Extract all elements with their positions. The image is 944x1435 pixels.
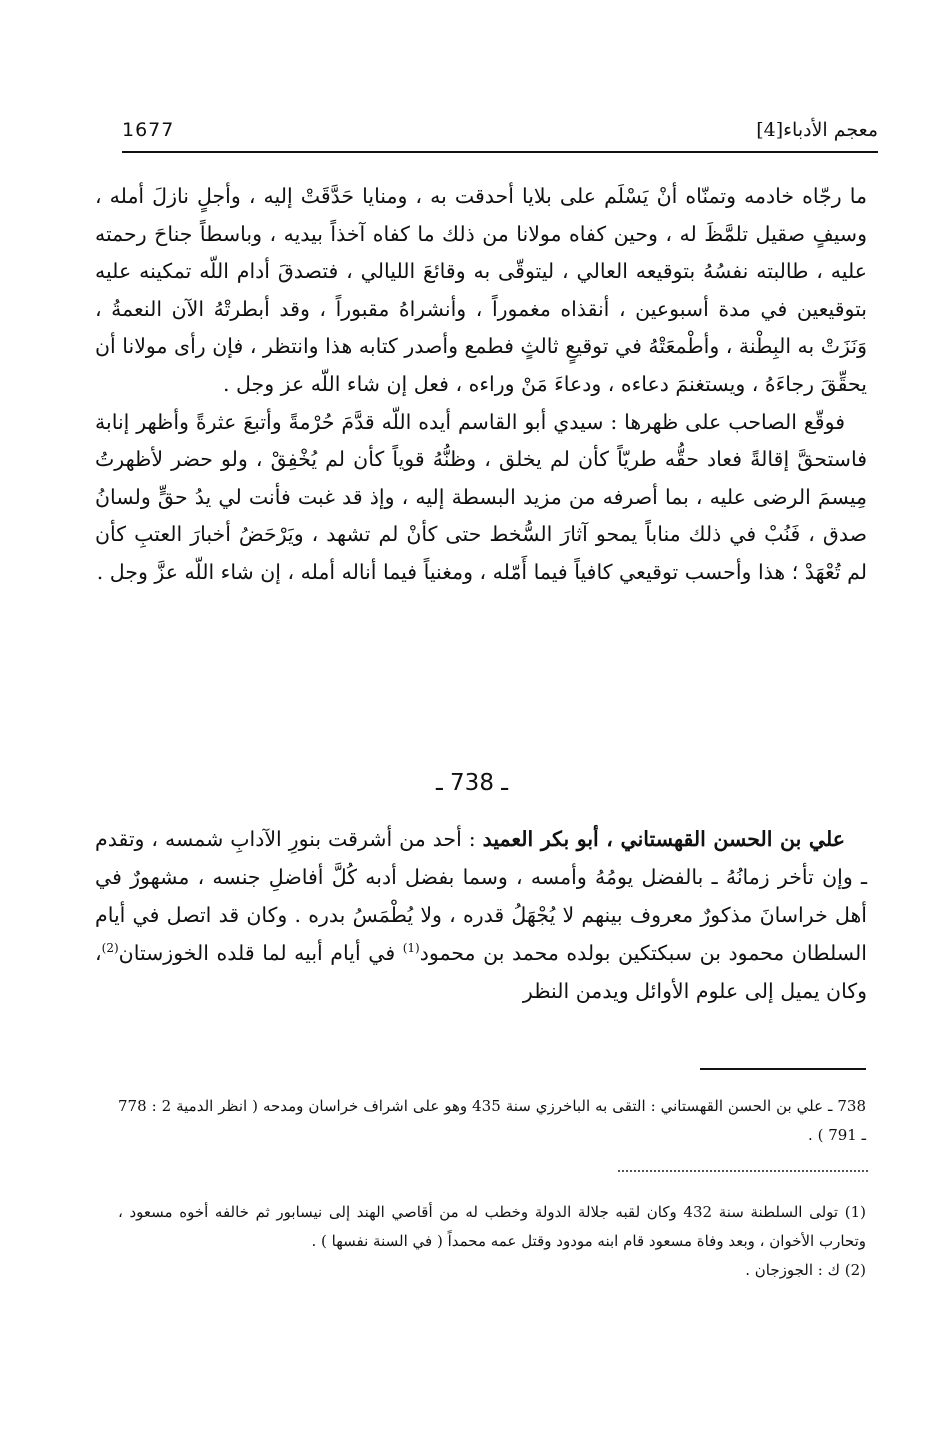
footnote: (1) تولى السلطنة سنة 432 وكان لقبه جلالة الدولة وخطب له من أقاصي الهند إلى نيسابور ثم خالفه أخوه مسعود ، وتحارب الأخوان ، وبعد وفاة مسعود قام ابنه مودود وقتل عمه محمداً ( في السنة نفسها ) . <box>118 1203 867 1250</box>
entry-text: ، وكان يميل إلى علوم الأوائل ويدمن النظر <box>95 941 867 1003</box>
dotted-divider <box>618 1170 868 1172</box>
entry-number: ـ 738 ـ <box>435 770 509 796</box>
footnotes <box>118 1198 866 1285</box>
entry-paragraph <box>95 820 867 1010</box>
entry-text: : أحد من أشرقت بنورِ الآدابِ شمسه ، وتقدم ـ وإن تأخر زمانُهُ ـ بالفضل يومُهُ وأمسه ، وسما بفضل أدبه كُلَّ أفاضلِ جنسه ، مشهورٌ في أهل خراسانَ مذكورٌ معروف بينهم لا يُجْهَلُ قدره ، ولا يُطْمَسُ بدره . وكان قد اتصل في أيام السلطان محمود بن سبكتكين بولده محمد بن محمود <box>95 827 867 965</box>
biography-entry <box>95 820 867 1010</box>
paragraph: فوقّع الصاحب على ظهرها : سيدي أبو القاسم أيده اللّه قدَّمَ حُرْمةً وأتبعَ عثرةً وأظهر إنابة فاستحقَّ إقالةً فعاد حقُّه طريّاً كأن لم يخلق ، وظنُّهُ قوياً كأن لم يُخْفِقْ ، ولو حضر لأظهرتُ مِيسمَ الرضى عليه ، بما أصرفه من مزيد البسطة إليه ، وإذ قد غبت فأنت لي يدُ حقٍّ ولسانُ صدق ، فَنُبْ في ذلك مناباً يمحو آثارَ السُّخط حتى كأنْ لم تشهد ، ويَرْحَضُ أخبارَ العتبِ كأن لم تُعْهَدْ ؛ هذا وأحسب توقيعي كافياً فيما أَمّله ، ومغنياً فيما أناله أمله ، إن شاء اللّه عزَّ وجل . <box>95 409 867 584</box>
running-title: معجم الأدباء[4] <box>756 119 878 141</box>
entry-note <box>118 1092 866 1150</box>
entry-text: في أيام أبيه لما قلده الخوزستان <box>118 941 403 965</box>
paragraph: ما رجّاه خادمه وتمنّاه أنْ يَسْلَم على بلايا أحدقت به ، ومنايا حَدَّقَتْ إليه ، وأجلٍ نازلَ أمله ، وسيفٍ صقيل تلمَّظَ له ، وحين كفاه مولانا من ذلك ما كفاه آخذاً بيديه ، وباسطاً جناحَ رحمته عليه ، طالبته نفسُهُ بتوقيعه العالي ، ليتوقّى به وقائعَ الليالي ، فتصدقَ أدام اللّه تمكينه عليه بتوقيعين في مدة أسبوعين ، أنقذاه مغموراً ، وأنشراهُ مقبوراً ، وقد أبطرتْهُ الآن النعمةُ ، وَنَزَتْ به البِطْنة ، وأطْمعَتْهُ في توقيعٍ ثالثٍ فطمع وأصدر كتابه هذا وانتظر ، فإن رأى مولانا أن يحقِّقَ رجاءَهُ ، ويستغنمَ دعاءه ، ودعاءَ مَنْ وراءه ، فعل إن شاء اللّه عز وجل . <box>95 184 867 396</box>
entry-note-text: 738 ـ علي بن الحسن القهستاني : التقى به الباخرزي سنة 435 وهو على اشراف خراسان ومدحه ( انظر الدمية 2 : 778 ـ 791 ) . <box>118 1097 867 1144</box>
footnote-marker: (2) <box>101 941 119 956</box>
main-text <box>95 178 867 592</box>
footnote: (2) ك : الجوزجان . <box>745 1261 866 1279</box>
entry-heading: علي بن الحسن القهستاني ، أبو بكر العميد <box>482 827 845 851</box>
page-header <box>122 117 878 153</box>
footnote-marker: (1) <box>402 941 420 956</box>
footnote-divider <box>700 1068 866 1070</box>
page-number: 1677 <box>122 119 175 141</box>
